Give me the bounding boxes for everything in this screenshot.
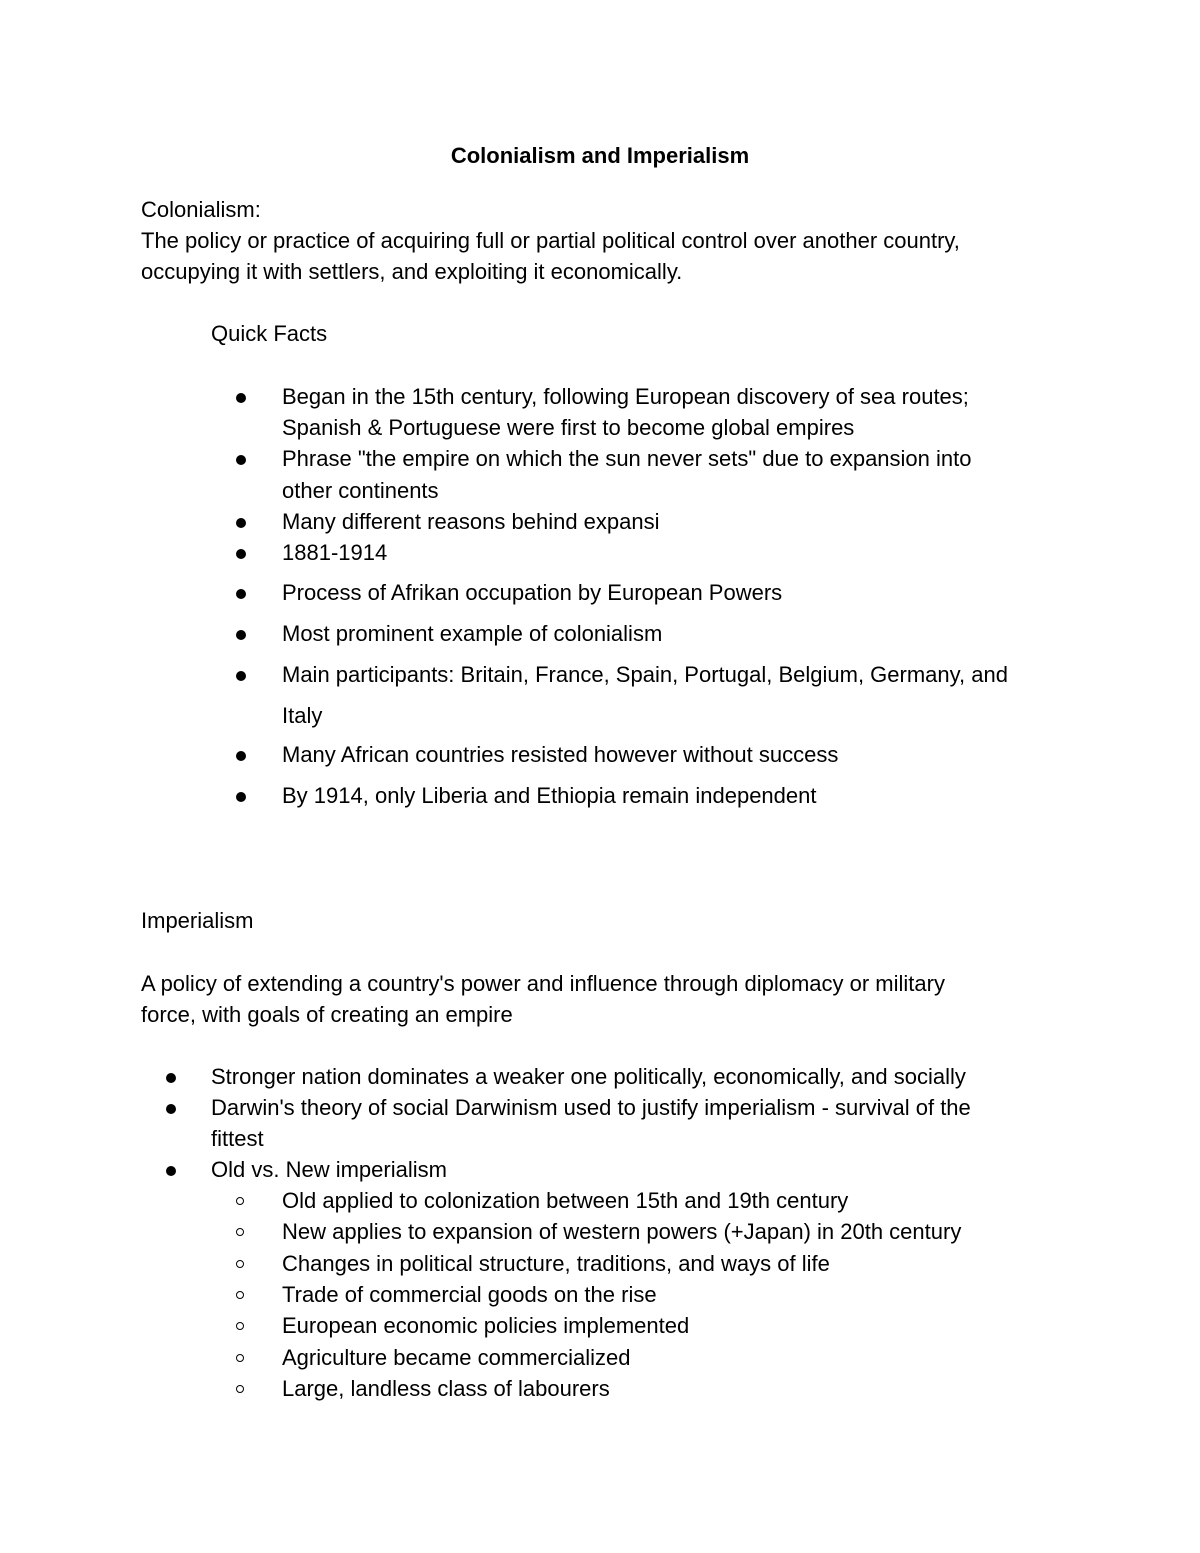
bullet-icon [236, 630, 246, 640]
bullet-icon [166, 1104, 176, 1114]
sub-point-1: Old applied to colonization between 15th and 19th century [282, 1188, 849, 1213]
hollow-bullet-icon [236, 1291, 244, 1299]
fact-3: Many different reasons behind expansi [282, 509, 660, 534]
fact-6: Most prominent example of colonialism [282, 621, 663, 646]
fact-1-line-2: Spanish & Portuguese were first to become global empires [282, 415, 855, 440]
colonialism-definition-line-2: occupying it with settlers, and exploiting it economically. [141, 259, 683, 284]
colonialism-definition-line-1: The policy or practice of acquiring full or partial political control over another country, [141, 228, 960, 253]
imperialism-point-3: Old vs. New imperialism [211, 1157, 447, 1182]
fact-1-line-1: Began in the 15th century, following European discovery of sea routes; [282, 384, 969, 409]
bullet-icon [166, 1166, 176, 1176]
fact-2-line-1: Phrase "the empire on which the sun never sets" due to expansion into [282, 446, 972, 471]
sub-point-3: Changes in political structure, traditions, and ways of life [282, 1251, 830, 1276]
fact-2-line-2: other continents [282, 478, 439, 503]
bullet-icon [236, 518, 246, 528]
bullet-icon [236, 792, 246, 802]
imperialism-definition-line-2: force, with goals of creating an empire [141, 1002, 513, 1027]
fact-4: 1881-1914 [282, 540, 388, 565]
imperialism-definition-line-1: A policy of extending a country's power and influence through diplomacy or military [141, 971, 945, 996]
fact-7-line-1: Main participants: Britain, France, Spain, Portugal, Belgium, Germany, and [282, 662, 1008, 687]
bullet-icon [236, 589, 246, 599]
fact-5: Process of Afrikan occupation by European Powers [282, 580, 783, 605]
bullet-icon [236, 549, 246, 559]
imperialism-point-2-line-2: fittest [211, 1126, 264, 1151]
hollow-bullet-icon [236, 1385, 244, 1393]
bullet-icon [236, 751, 246, 761]
sub-point-4: Trade of commercial goods on the rise [282, 1282, 657, 1307]
document-title: Colonialism and Imperialism [450, 143, 750, 168]
bullet-icon [236, 393, 246, 403]
hollow-bullet-icon [236, 1260, 244, 1268]
hollow-bullet-icon [236, 1197, 244, 1205]
hollow-bullet-icon [236, 1228, 244, 1236]
imperialism-point-1: Stronger nation dominates a weaker one politically, economically, and socially [211, 1064, 966, 1089]
fact-8: Many African countries resisted however without success [282, 742, 839, 767]
fact-9: By 1914, only Liberia and Ethiopia remain independent [282, 783, 817, 808]
hollow-bullet-icon [236, 1354, 244, 1362]
fact-7-line-2: Italy [282, 703, 323, 728]
quick-facts-heading: Quick Facts [211, 321, 328, 346]
bullet-icon [236, 455, 246, 465]
hollow-bullet-icon [236, 1322, 244, 1330]
sub-point-6: Agriculture became commercialized [282, 1345, 631, 1370]
imperialism-heading: Imperialism [141, 908, 254, 933]
colonialism-heading: Colonialism: [141, 197, 261, 222]
imperialism-point-2-line-1: Darwin's theory of social Darwinism used to justify imperialism - survival of the [211, 1095, 971, 1120]
sub-point-7: Large, landless class of labourers [282, 1376, 610, 1401]
bullet-icon [236, 671, 246, 681]
bullet-icon [166, 1073, 176, 1083]
sub-point-2: New applies to expansion of western powers (+Japan) in 20th century [282, 1219, 962, 1244]
sub-point-5: European economic policies implemented [282, 1313, 690, 1338]
